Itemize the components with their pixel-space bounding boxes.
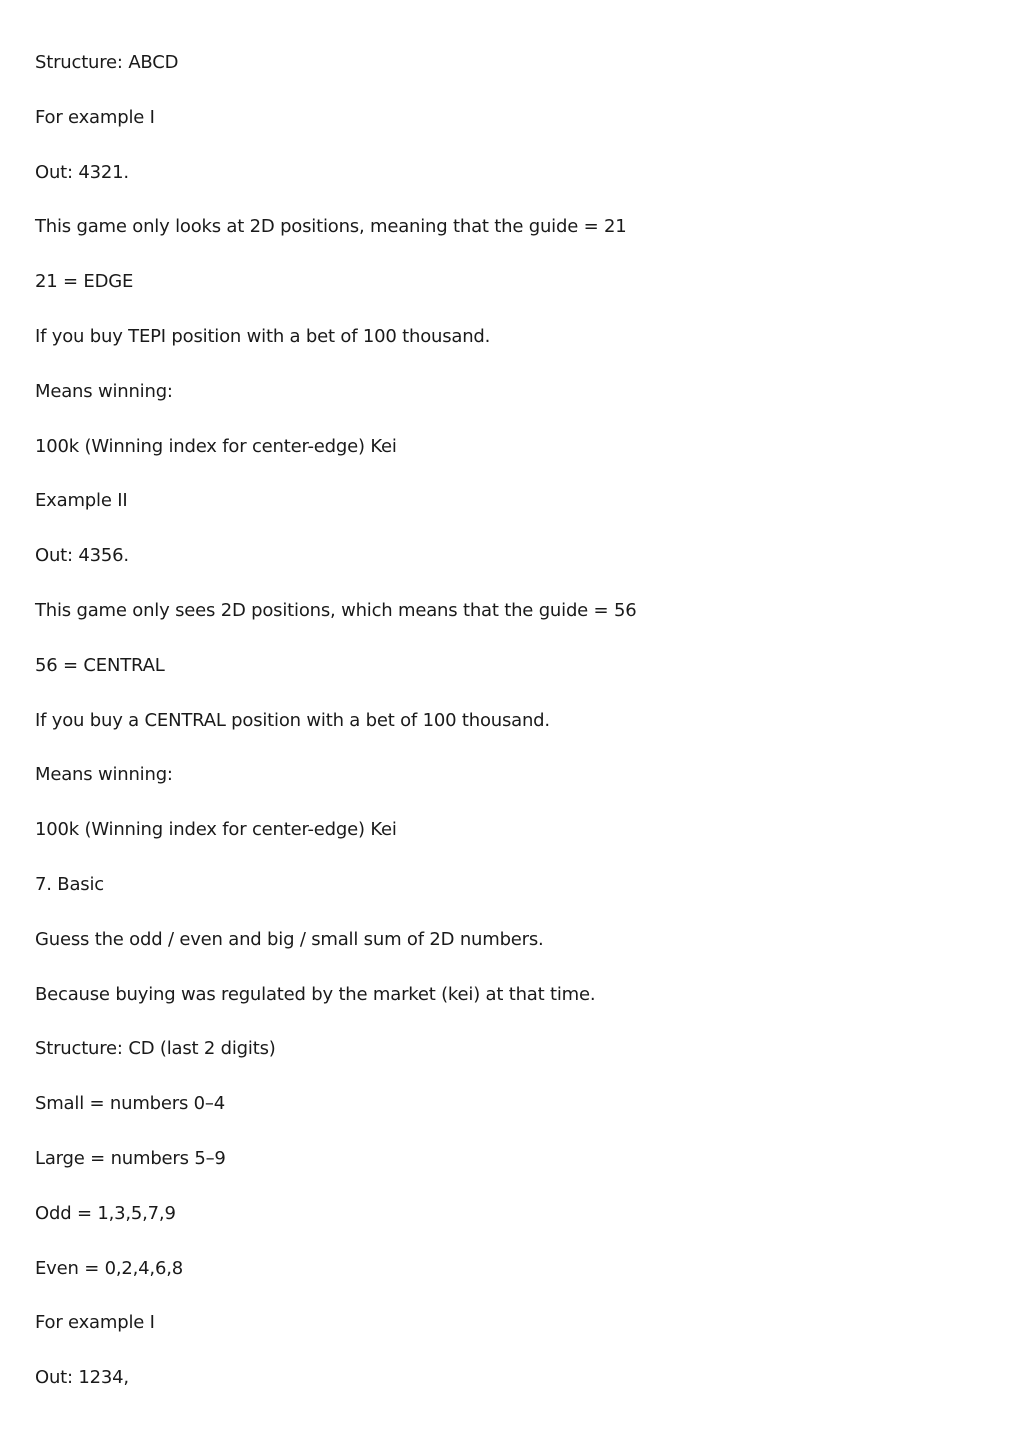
text-line: 56 = CENTRAL xyxy=(35,654,165,676)
text-line: Even = 0,2,4,6,8 xyxy=(35,1257,183,1279)
text-line: Structure: CD (last 2 digits) xyxy=(35,1038,276,1060)
text-line: Large = numbers 5–9 xyxy=(35,1147,226,1169)
text-line: Out: 4356. xyxy=(35,545,129,567)
text-line: Out: 1234, xyxy=(35,1367,129,1389)
text-line: For example I xyxy=(35,106,155,128)
text-line: For example I xyxy=(35,1312,155,1334)
text-line: Example II xyxy=(35,490,128,512)
text-line: Odd = 1,3,5,7,9 xyxy=(35,1202,176,1224)
text-line: This game only looks at 2D positions, meaning that the guide = 21 xyxy=(35,216,627,238)
text-line: Means winning: xyxy=(35,764,173,786)
section-heading: 7. Basic xyxy=(35,873,104,895)
text-line: If you buy TEPI position with a bet of 100 thousand. xyxy=(35,325,491,347)
text-line: Out: 4321. xyxy=(35,161,129,183)
text-line: 100k (Winning index for center-edge) Kei xyxy=(35,435,397,457)
text-line: 21 = EDGE xyxy=(35,271,134,293)
text-line: Small = numbers 0–4 xyxy=(35,1093,225,1115)
text-line: Structure: ABCD xyxy=(35,52,179,73)
text-line: Because buying was regulated by the market (kei) at that time. xyxy=(35,983,596,1005)
text-line: Means winning: xyxy=(35,380,173,402)
text-line: If you buy a CENTRAL position with a bet of 100 thousand. xyxy=(35,709,550,731)
text-line: Guess the odd / even and big / small sum of 2D numbers. xyxy=(35,928,544,950)
text-line: 100k (Winning index for center-edge) Kei xyxy=(35,819,397,841)
text-line: This game only sees 2D positions, which means that the guide = 56 xyxy=(35,599,637,621)
